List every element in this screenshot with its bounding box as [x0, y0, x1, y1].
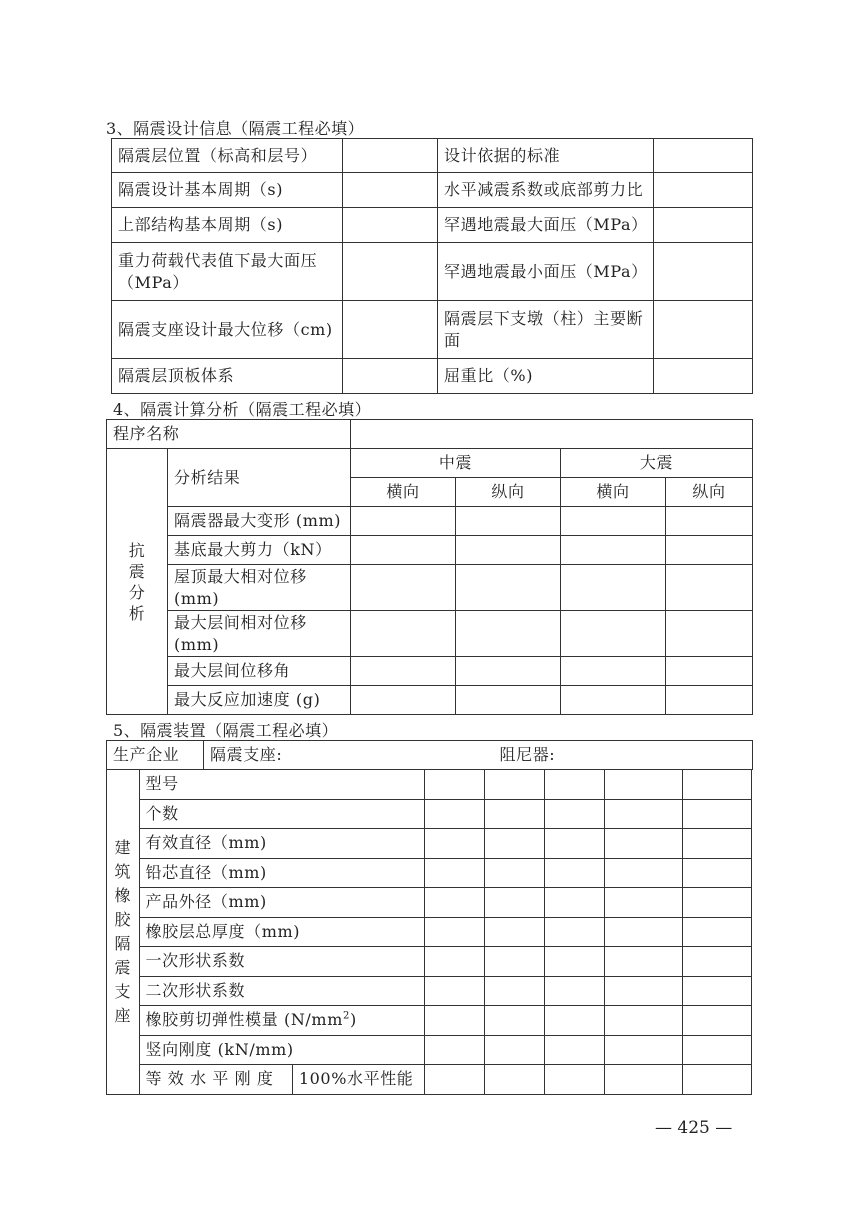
side-char: 隔 [114, 933, 132, 953]
bearing-label: 隔震支座: [210, 745, 283, 764]
bearing-value-cell[interactable] [484, 947, 544, 977]
bearing-value-cell[interactable] [682, 829, 751, 859]
design-label: 隔震层下支墩（柱）主要断面 [438, 301, 654, 359]
isolation-device-header-table [106, 740, 753, 770]
bearing-value-cell[interactable] [484, 1035, 544, 1065]
side-char: 筑 [114, 861, 132, 881]
bearing-row-label: 个数 [139, 799, 424, 829]
bearing-value-cell[interactable] [484, 917, 544, 947]
bearing-value-cell[interactable] [424, 1065, 484, 1095]
program-row [107, 420, 753, 449]
analysis-row-label: 最大层间位移角 [168, 657, 351, 686]
analysis-row-label: 隔震器最大变形 (mm) [168, 507, 351, 536]
bearing-value-cell[interactable] [544, 1006, 604, 1036]
analysis-value-cell[interactable] [666, 507, 753, 536]
bearing-value-cell[interactable] [484, 858, 544, 888]
rubber-bearing-table [106, 769, 752, 1095]
section-5-title: 5、隔震装置（隔震工程必填） [113, 721, 339, 740]
design-row [112, 301, 753, 359]
analysis-header-row [107, 449, 753, 478]
analysis-value-cell[interactable] [666, 536, 753, 565]
bearing-value-cell[interactable] [682, 1065, 751, 1095]
bearing-row [107, 770, 752, 800]
manufacturer-label: 生产企业 [107, 741, 204, 770]
bearing-row-label: 型号 [139, 770, 424, 800]
bearing-value-cell[interactable] [544, 1035, 604, 1065]
bearing-value-cell[interactable] [544, 888, 604, 918]
bearing-value-cell[interactable] [604, 917, 682, 947]
analysis-row [107, 536, 753, 565]
bearing-row [107, 976, 752, 1006]
bearing-value-cell[interactable] [424, 1006, 484, 1036]
design-label: 隔震设计基本周期（s) [112, 173, 343, 208]
analysis-row [107, 657, 753, 686]
page-number: — 425 — [655, 1118, 733, 1138]
analysis-value-cell[interactable] [561, 657, 666, 686]
design-row [112, 173, 753, 208]
bearing-value-cell[interactable] [682, 799, 751, 829]
bearing-value-cell[interactable] [682, 976, 751, 1006]
design-row [112, 139, 753, 173]
bearing-row [107, 888, 752, 918]
manufacturer-value-cell[interactable] [204, 741, 753, 770]
bearing-row-sublabel: 100%水平性能 [292, 1065, 424, 1095]
bearing-value-cell[interactable] [424, 770, 484, 800]
bearing-value-cell[interactable] [682, 888, 751, 918]
bearing-value-cell[interactable] [682, 770, 751, 800]
bearing-value-cell[interactable] [484, 1006, 544, 1036]
analysis-row [107, 565, 753, 611]
analysis-value-cell[interactable] [666, 565, 753, 611]
bearing-row-label: 一次形状系数 [139, 947, 424, 977]
side-char: 震 [114, 957, 132, 977]
bearing-value-cell[interactable] [604, 1006, 682, 1036]
design-label: 罕遇地震最大面压（MPa） [438, 208, 654, 243]
design-value-cell[interactable] [654, 208, 753, 243]
analysis-value-cell[interactable] [351, 565, 456, 611]
bearing-value-cell[interactable] [424, 888, 484, 918]
bearing-row [107, 1035, 752, 1065]
moderate-earthquake-header: 中震 [351, 449, 561, 478]
direction-y-header: 纵向 [666, 478, 753, 507]
bearing-value-cell[interactable] [544, 1065, 604, 1095]
isolation-analysis-table [106, 419, 753, 715]
bearing-row-label: 橡胶层总厚度（mm) [139, 917, 424, 947]
analysis-value-cell[interactable] [351, 536, 456, 565]
program-name-cell[interactable] [351, 420, 753, 449]
analysis-row-label: 屋顶最大相对位移(mm) [168, 565, 351, 611]
bearing-value-cell[interactable] [544, 799, 604, 829]
analysis-value-cell[interactable] [456, 565, 561, 611]
analysis-row-label: 最大反应加速度 (g) [168, 686, 351, 715]
design-label: 隔震层位置（标高和层号） [112, 139, 343, 173]
analysis-row [107, 507, 753, 536]
bearing-value-cell[interactable] [604, 829, 682, 859]
direction-x-header: 横向 [561, 478, 666, 507]
bearing-row-label: 产品外径（mm) [139, 888, 424, 918]
bearing-value-cell[interactable] [484, 1065, 544, 1095]
design-value-cell[interactable] [654, 139, 753, 173]
side-char: 震 [128, 561, 146, 581]
bearing-value-cell[interactable] [604, 770, 682, 800]
design-row [112, 208, 753, 243]
side-char: 分 [128, 582, 146, 602]
bearing-value-cell[interactable] [604, 858, 682, 888]
analysis-value-cell[interactable] [561, 536, 666, 565]
bearing-row-label: 铅芯直径（mm) [139, 858, 424, 888]
shear-modulus-label: 橡胶剪切弹性模量 (N/mm [145, 1010, 343, 1030]
bearing-row-label: 竖向刚度 (kN/mm) [139, 1035, 424, 1065]
bearing-value-cell[interactable] [544, 947, 604, 977]
bearing-value-cell[interactable] [604, 799, 682, 829]
rare-earthquake-header: 大震 [561, 449, 753, 478]
analysis-value-cell[interactable] [456, 611, 561, 657]
design-label: 水平减震系数或底部剪力比 [438, 173, 654, 208]
analysis-value-cell[interactable] [456, 686, 561, 715]
bearing-row-label: 二次形状系数 [139, 976, 424, 1006]
bearing-value-cell[interactable] [424, 947, 484, 977]
seismic-analysis-side-label [107, 449, 168, 715]
bearing-value-cell[interactable] [682, 858, 751, 888]
bearing-row-label [139, 1006, 424, 1036]
rubber-bearing-side-label [107, 770, 140, 1095]
section-4-title: 4、隔震计算分析（隔震工程必填） [113, 400, 372, 419]
analysis-value-cell[interactable] [456, 507, 561, 536]
design-value-cell[interactable] [343, 243, 438, 301]
analysis-value-cell[interactable] [351, 507, 456, 536]
design-value-cell[interactable] [654, 173, 753, 208]
design-value-cell[interactable] [654, 359, 753, 394]
bearing-value-cell[interactable] [424, 799, 484, 829]
bearing-value-cell[interactable] [424, 829, 484, 859]
bearing-value-cell[interactable] [604, 1035, 682, 1065]
bearing-value-cell[interactable] [484, 799, 544, 829]
damper-label: 阻尼器: [499, 745, 556, 764]
bearing-row [107, 947, 752, 977]
side-char: 抗 [128, 540, 146, 560]
bearing-row [107, 829, 752, 859]
result-label: 分析结果 [168, 449, 351, 507]
design-label: 隔震支座设计最大位移（cm) [112, 301, 343, 359]
analysis-value-cell[interactable] [561, 507, 666, 536]
bearing-row [107, 917, 752, 947]
analysis-value-cell[interactable] [351, 657, 456, 686]
analysis-value-cell[interactable] [666, 686, 753, 715]
side-char: 支 [114, 981, 132, 1001]
analysis-value-cell[interactable] [351, 611, 456, 657]
design-value-cell[interactable] [343, 173, 438, 208]
design-label: 隔震层顶板体系 [112, 359, 343, 394]
analysis-value-cell[interactable] [561, 565, 666, 611]
analysis-value-cell[interactable] [351, 686, 456, 715]
design-label: 屈重比（%) [438, 359, 654, 394]
side-char: 析 [128, 603, 146, 623]
bearing-value-cell[interactable] [682, 1035, 751, 1065]
side-char: 胶 [114, 909, 132, 929]
bearing-value-cell[interactable] [604, 947, 682, 977]
design-label: 设计依据的标准 [438, 139, 654, 173]
shear-modulus-superscript: 2 [342, 1010, 350, 1022]
analysis-row-label: 最大层间相对位移(mm) [168, 611, 351, 657]
analysis-value-cell[interactable] [456, 536, 561, 565]
analysis-value-cell[interactable] [456, 657, 561, 686]
design-value-cell[interactable] [343, 208, 438, 243]
design-label: 罕遇地震最小面压（MPa） [438, 243, 654, 301]
design-label: 上部结构基本周期（s) [112, 208, 343, 243]
analysis-value-cell[interactable] [561, 611, 666, 657]
bearing-value-cell[interactable] [484, 976, 544, 1006]
bearing-value-cell[interactable] [682, 947, 751, 977]
design-value-cell[interactable] [343, 301, 438, 359]
analysis-value-cell[interactable] [666, 657, 753, 686]
design-value-cell[interactable] [343, 359, 438, 394]
bearing-value-cell[interactable] [544, 976, 604, 1006]
bearing-value-cell[interactable] [604, 976, 682, 1006]
analysis-value-cell[interactable] [666, 611, 753, 657]
bearing-value-cell[interactable] [604, 888, 682, 918]
bearing-row [107, 799, 752, 829]
bearing-value-cell[interactable] [544, 917, 604, 947]
side-char: 座 [114, 1005, 132, 1025]
bearing-row [107, 1006, 752, 1036]
design-row [112, 243, 753, 301]
analysis-row [107, 611, 753, 657]
bearing-value-cell[interactable] [544, 858, 604, 888]
side-char: 建 [114, 837, 132, 857]
bearing-value-cell[interactable] [424, 1035, 484, 1065]
section-3-title: 3、隔震设计信息（隔震工程必填） [106, 119, 365, 138]
bearing-row-label: 等 效 水 平 刚 度 [139, 1065, 292, 1095]
bearing-value-cell[interactable] [682, 1006, 751, 1036]
design-row [112, 359, 753, 394]
bearing-value-cell[interactable] [604, 1065, 682, 1095]
bearing-value-cell[interactable] [424, 858, 484, 888]
bearing-value-cell[interactable] [682, 917, 751, 947]
direction-x-header: 横向 [351, 478, 456, 507]
bearing-value-cell[interactable] [484, 829, 544, 859]
bearing-value-cell[interactable] [484, 770, 544, 800]
shear-modulus-tail: ) [349, 1010, 357, 1030]
analysis-row [107, 686, 753, 715]
isolation-design-info-table [111, 138, 753, 394]
analysis-row-label: 基底最大剪力（kN） [168, 536, 351, 565]
analysis-value-cell[interactable] [561, 686, 666, 715]
design-label: 重力荷载代表值下最大面压（MPa） [112, 243, 343, 301]
program-label: 程序名称 [107, 420, 351, 449]
bearing-value-cell[interactable] [484, 888, 544, 918]
bearing-value-cell[interactable] [544, 829, 604, 859]
side-char: 橡 [114, 885, 132, 905]
bearing-row [107, 858, 752, 888]
design-value-cell[interactable] [343, 139, 438, 173]
bearing-row [107, 1065, 752, 1095]
design-value-cell[interactable] [654, 301, 753, 359]
design-value-cell[interactable] [654, 243, 753, 301]
bearing-row-label: 有效直径（mm) [139, 829, 424, 859]
direction-y-header: 纵向 [456, 478, 561, 507]
bearing-value-cell[interactable] [544, 770, 604, 800]
bearing-value-cell[interactable] [424, 917, 484, 947]
bearing-value-cell[interactable] [424, 976, 484, 1006]
manufacturer-row [107, 741, 753, 770]
